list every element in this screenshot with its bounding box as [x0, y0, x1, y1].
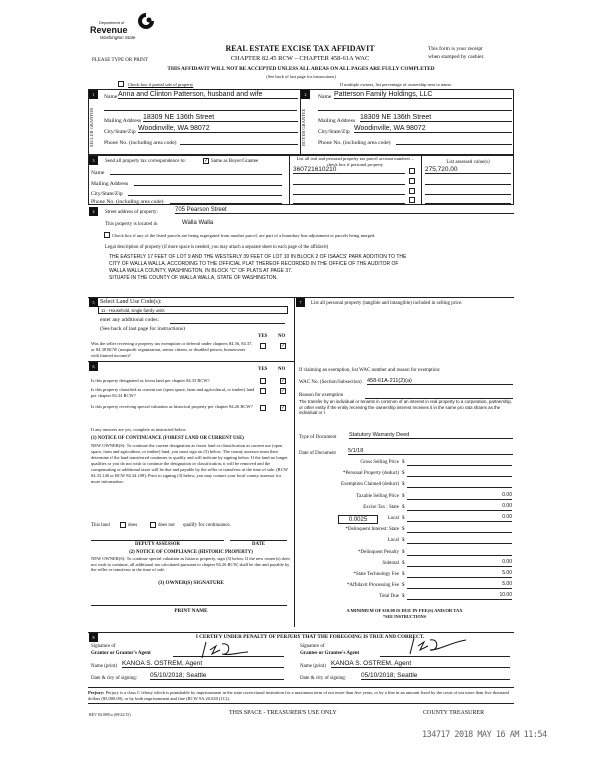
logo-revenue: Revenue [90, 25, 128, 35]
does-not-checkbox[interactable] [150, 522, 156, 528]
fee-value-field[interactable] [407, 480, 512, 488]
legal-line-2: CITY OF WALLA WALLA, ACCORDING TO THE OFFICIAL PLAT THEREOF RECORDED IN THE OFFICE OF THE AUDITOR OF [109, 261, 399, 267]
county-treasurer: COUNTY TREASURER [423, 710, 485, 716]
dollar-sign: $ [402, 471, 405, 477]
this-land-label: This land [91, 523, 110, 528]
dollar-sign: $ [402, 538, 405, 544]
fee-value-field[interactable] [407, 525, 512, 533]
corr-phone-label: Phone No. (including area code) [91, 199, 164, 205]
does-checkbox[interactable] [120, 522, 126, 528]
receipt-note-2: when stamped by cashier. [428, 54, 485, 60]
grantee-signature-icon [408, 636, 468, 656]
local-rate-field[interactable]: 0.0025 [338, 515, 378, 524]
fee-value-field[interactable] [407, 458, 512, 466]
if-yes-note: If any answers are yes, complete as instructed below. [91, 427, 187, 432]
deputy-assessor-label: DEPUTY ASSESSOR [134, 542, 180, 547]
fee-label: Excise Tax : State [363, 504, 399, 510]
current-use-no-checkbox[interactable]: ✓ [281, 389, 286, 394]
rev-number: REV 84 0001a (09/22/15) [89, 712, 131, 717]
corr-addr-label: Mailing Address [91, 181, 129, 187]
wac-label: WAC No. (Section/Subsection) [299, 380, 362, 385]
legal-label: Legal description of property (if more space is needed, you may attach a separate sheet to each page of the affidavit) [105, 245, 329, 250]
logo-mark-icon [137, 12, 155, 30]
fee-label: Local [387, 538, 399, 544]
fee-label: Taxable Selling Price [356, 493, 399, 499]
land-use-select[interactable] [98, 306, 288, 314]
form-title: REAL ESTATE EXCISE TAX AFFIDAVIT [225, 44, 375, 53]
fee-label: Total Due [379, 594, 399, 600]
multiple-owners-note: If multiple owners, list percentage of ownership next to name. [340, 82, 452, 87]
fee-value-field[interactable]: 0.00 [407, 503, 512, 511]
current-use-question: Is this property classified as current use (open space, farm and agricultural, or timber) land per chapter 84.34 RCW? [91, 387, 255, 398]
dollar-sign: $ [402, 583, 405, 589]
buyer-name-field[interactable]: Patterson Family Holdings, LLC [334, 91, 512, 99]
no-header-6: NO [278, 367, 286, 372]
dollar-sign: $ [402, 527, 405, 533]
buyer-addr-field[interactable]: 18309 NE 136th Street [360, 114, 512, 122]
parcel-field-2[interactable] [293, 178, 405, 185]
same-as-buyer-checkbox[interactable]: ✓ [204, 159, 209, 164]
no-header: NO [278, 334, 286, 339]
notice-1-text: NEW OWNER(S): To continue the current designation as forest land or classification as current use (open space, farm and agriculture, or timber) land, you must sign on (3) below. The county assessor must then determine if the land transferred continues to qualify and will indicate by signing below. If the land no longer qualifies or you do not wish to continue the designation or classification, it will be removed and the compensating or additional taxes will be due and payable by the seller or transferor at the time of sale. (RCW 84.33.140 or RCW 84.34.108). Prior to signing (3) below, you may contact your local county assessor for more information. [91, 443, 288, 484]
logo-state: Washington State [100, 35, 136, 40]
exempt-yes-checkbox[interactable] [260, 343, 266, 349]
located-label: This property is located in [105, 222, 158, 227]
yes-header-6: YES [258, 367, 268, 372]
forest-yes-checkbox[interactable] [260, 378, 266, 384]
fee-label: Gross Selling Price [360, 460, 399, 465]
dollar-sign: $ [402, 482, 405, 488]
fee-label: *State Technology Fee [353, 572, 399, 577]
fee-value-field[interactable]: 10.00 [407, 592, 512, 600]
fee-label: Local [387, 516, 399, 521]
date-label: DATE [252, 542, 265, 547]
grantor-date-field[interactable]: 05/10/2018; Seattle [150, 672, 284, 680]
fee-value-field[interactable] [407, 536, 512, 544]
qualify-label: qualify for continuance. [183, 523, 231, 528]
grantee-name-label: Name (print) [300, 664, 326, 669]
buyer-addr-label: Mailing Address [318, 118, 356, 124]
personal-property-label: List all personal property (tangible and intangible) included in selling price. [311, 301, 463, 306]
fee-label: Subtotal [382, 560, 399, 566]
legal-line-3: WALLA WALLA COUNTY, WASHINGTON, IN BLOCK "C" OF PLATS AT PAGE 37. [109, 268, 293, 274]
dollar-sign: $ [402, 572, 405, 577]
fee-value-field[interactable] [407, 548, 512, 556]
value-field-3[interactable] [425, 188, 511, 195]
land-use-value: 11 - Household, single family units [101, 308, 165, 313]
fee-value-field[interactable]: 5.00 [407, 581, 512, 589]
partial-sale-label: Check box if partial sale of property [128, 82, 194, 87]
value-header: List assessed value(s) [446, 160, 490, 165]
additional-codes-field[interactable] [170, 317, 285, 324]
segregated-label: Check box if any of the listed parcels are being segregated from another parcel, are part of a boundary line adjustment or parcels being merged. [112, 233, 376, 238]
fee-label: *Personal Property (deduct) [342, 471, 399, 477]
section-5-badge: 5 [89, 298, 98, 307]
section-6-badge: 6 [89, 362, 98, 371]
exemption-intro: If claiming an exemption, list WAC number and reason for exemption: [299, 368, 441, 373]
assessed-value-field[interactable]: 275,720.00 [425, 166, 511, 174]
buyer-city-field[interactable]: Woodinville, WA 98072 [354, 125, 512, 133]
perjury-notice [88, 690, 514, 704]
seller-name-field[interactable]: Anna and Clinton Patterson, husband and wife [118, 91, 298, 99]
corr-addr-field[interactable] [134, 179, 282, 186]
same-as-buyer-label: Same as Buyer/Grantee [211, 159, 259, 164]
parcel-header: List all real and personal property tax parcel account numbers – check box if personal property [296, 156, 414, 167]
located-value: Walla Walla [182, 220, 214, 226]
grantee-date-label: Date & city of signing: [300, 676, 347, 681]
certify-text: I CERTIFY UNDER PENALTY OF PERJURY THAT THE FOREGOING IS TRUE AND CORRECT. [195, 634, 425, 640]
corr-phone-field[interactable] [170, 197, 282, 204]
send-correspondence-label: Send all property tax correspondence to: [105, 159, 186, 164]
fee-value-field[interactable]: 5.00 [407, 570, 512, 578]
exemption-question: Was the seller receiving a property tax exemption or deferral under chapters 84.36, 84.37, or 84.38 RCW (nonprofit organization, senior citizen, or disabled person, homeowner with limited income)? [91, 341, 253, 358]
personal-property-checkbox-4[interactable] [409, 197, 415, 203]
buyer-phone-field[interactable] [396, 138, 512, 145]
grantee-name-field[interactable]: KANOA S. OSTREM, Agent [331, 660, 510, 668]
see-back: (See back of last page for instructions) [266, 74, 336, 79]
fee-value-field[interactable]: 0.00 [407, 514, 512, 522]
owner-signature-label: (3) OWNER(S) SIGNATURE [158, 580, 224, 586]
seller-city-field[interactable]: Woodinville, WA 98072 [138, 125, 298, 133]
dor-logo [90, 12, 165, 46]
dollar-sign: $ [402, 516, 405, 521]
section-4-badge: 4 [89, 207, 98, 216]
seller-addr-label: Mailing Address [104, 118, 142, 124]
forest-question: Is this property designated as forest land per chapter 84.33 RCW? [91, 378, 210, 383]
grantee-sig-label-2: Grantee or Grantee's Agent [300, 651, 360, 656]
value-field-2[interactable] [425, 178, 511, 185]
grantor-sig-label-2: Grantor or Grantor's Agent [91, 651, 151, 656]
fee-value-field[interactable]: 0.00 [407, 559, 512, 567]
doc-type-field[interactable]: Statutory Warranty Deed [349, 432, 513, 439]
notice-2-text: NEW OWNER(S): To continue special valuation as historic property, sign (3) below. If the new owner(s) does not wish to continue, all additional tax calculated pursuant to chapter 84.26 RCW, shall be due and payable by the seller or transferor at the time of sale. [91, 556, 290, 572]
parcel-field-4[interactable] [293, 197, 405, 204]
assessor-date-line[interactable] [230, 540, 287, 541]
fee-value-field[interactable]: 0.00 [407, 492, 512, 500]
buyer-name-label: Name [318, 94, 332, 100]
print-name-label: PRINT NAME [174, 608, 208, 614]
grantor-signature-icon [200, 640, 250, 660]
fee-label: *Delinquent Penalty [358, 549, 399, 555]
grantor-sig-label-1: Signature of [91, 644, 116, 649]
owner-signature-line[interactable] [91, 605, 287, 606]
buyer-phone-label: Phone No. (including area code) [318, 140, 391, 146]
fee-label: *Affidavit Processing Fee [346, 583, 399, 589]
divider [294, 297, 295, 627]
doc-type-label: Type of Document [299, 435, 337, 440]
cashier-stamp: 134717 2018 MAY 16 AM 11:54 [422, 730, 547, 740]
parcel-field-3[interactable] [293, 188, 405, 195]
receipt-note-1: This form is your receipt [428, 46, 483, 52]
warning: THIS AFFIDAVIT WILL NOT BE ACCEPTED UNLESS ALL AREAS ON ALL PAGES ARE FULLY COMPLETED [167, 66, 435, 72]
fee-value-field[interactable] [407, 469, 512, 477]
minimum-note: A MINIMUM OF $10.00 IS DUE IN FEE(S) AND/OR TAX [346, 608, 463, 613]
form-chapter: CHAPTER 82.45 RCW – CHAPTER 458-61A WAC [230, 55, 370, 62]
doc-date-label: Date of Document [299, 451, 336, 456]
grantor-date-label: Date & city of signing: [91, 676, 138, 681]
grantee-date-field[interactable]: 05/10/2018; Seattle [361, 672, 510, 680]
section-8-badge: 8 [89, 633, 98, 642]
value-field-4[interactable] [425, 197, 511, 204]
reason-field[interactable]: The transfer by an individual or tenants in common of an interest in real property to a corporation, partnership, or other entity if the entity receiving the ownership interest receives it in the same pro rata shares as the individual or t [299, 399, 513, 415]
perjury-bold: Perjury: [88, 690, 105, 695]
historic-question: Is this property receiving special valuation as historical property per chapter 84.26 RCW? [91, 404, 253, 409]
section-7-badge: 7 [296, 298, 305, 307]
dollar-sign: $ [402, 594, 405, 600]
land-use-title: Select Land Use Code(s): [100, 299, 162, 305]
divider [289, 155, 290, 205]
corr-city-field[interactable] [128, 189, 282, 196]
dollar-sign: $ [402, 560, 405, 566]
seller-name-line2[interactable] [104, 103, 297, 111]
dollar-sign: $ [402, 549, 405, 555]
street-field[interactable]: 705 Pearson Street [175, 207, 514, 214]
partial-sale-checkbox[interactable] [118, 81, 124, 87]
legal-line-1: THE EASTERLY 17 FEET OF LOT 9 AND THE WESTERLY 39 FEET OF LOT 10 IN BLOCK 2 OF ISAACS' PARK ADDITION TO THE [109, 254, 407, 260]
see-back-5: (See back of last page for instructions) [100, 326, 185, 332]
forest-no-checkbox[interactable]: ✓ [281, 379, 286, 384]
does-label: does [128, 523, 138, 528]
buyer-city-label: City/State/Zip [318, 129, 350, 135]
historic-no-checkbox[interactable]: ✓ [281, 406, 286, 411]
perjury-text: Perjury is a class C felony which is punishable by imprisonment in the state correctional institution for a maximum term of not more than five years, or by a fine in an amount fixed by the court of not more than five thousand dollars ($5,000.00), or by both imprisonment and fine (RCW 9A.20.020 (1C)). [88, 690, 509, 701]
grantor-name-field[interactable]: KANOA S. OSTREM, Agent [122, 660, 284, 668]
personal-property-checkbox-3[interactable] [409, 188, 415, 194]
grantee-sig-label-1: Signature of [300, 644, 325, 649]
see-instructions: *SEE INSTRUCTIONS [383, 614, 426, 619]
wac-field[interactable]: 458-61A-211(2)(a) [367, 378, 513, 385]
personal-property-checkbox-1[interactable] [409, 168, 415, 174]
divider [88, 361, 294, 362]
exempt-no-checkbox[interactable]: ✓ [281, 344, 286, 349]
yes-header: YES [258, 334, 268, 339]
notice-2-title: (2) NOTICE OF COMPLIANCE (HISTORIC PROPERTY) [129, 550, 253, 555]
historic-yes-checkbox[interactable] [260, 405, 266, 411]
segregated-checkbox[interactable] [104, 232, 110, 238]
seller-city-label: City/State/Zip [104, 129, 136, 135]
additional-codes-label: enter any additional codes: [100, 317, 160, 323]
current-use-yes-checkbox[interactable] [260, 388, 266, 394]
legal-line-4: SITUATE IN THE COUNTY OF WALLA WALLA, STATE OF WASHINGTON. [109, 275, 278, 281]
seller-label: SELLER GRANTOR [89, 107, 94, 148]
buyer-name-line2[interactable] [318, 103, 512, 111]
deputy-assessor-line[interactable] [91, 540, 224, 541]
dollar-sign: $ [402, 460, 405, 465]
please-type: PLEASE TYPE OR PRINT [92, 58, 148, 63]
personal-property-checkbox-2[interactable] [409, 178, 415, 184]
buyer-label: BUYER GRANTEE [301, 108, 306, 147]
seller-name-label: Name [104, 94, 118, 100]
reason-label: Reason for exemption [299, 393, 344, 398]
corr-name-field[interactable] [110, 168, 282, 175]
seller-phone-field[interactable] [180, 138, 298, 145]
corr-name-label: Name [91, 170, 105, 176]
seller-addr-field[interactable]: 18309 NE 136th Street [143, 114, 298, 122]
corr-city-label: City/State/Zip [91, 191, 123, 197]
dollar-sign: $ [402, 493, 405, 499]
street-label: Street address of property: [105, 210, 158, 215]
notice-1-title: (1) NOTICE OF CONTINUANCE (FOREST LAND OR CURRENT USE) [91, 436, 244, 441]
treasurer-space: THIS SPACE - TREASURER'S USE ONLY [229, 710, 337, 716]
parcel-number-field[interactable]: 360721610210 [293, 166, 405, 174]
dollar-sign: $ [402, 504, 405, 510]
grantor-name-label: Name (print) [91, 664, 117, 669]
does-not-label: does not [158, 523, 175, 528]
fee-label: Exemption Claimed (deduct) [340, 482, 399, 488]
section-1-badge: 1 [89, 90, 98, 99]
doc-date-field[interactable]: 5/1/18 [348, 448, 513, 455]
logo-dept: Department of [99, 20, 125, 25]
seller-phone-label: Phone No. (including area code) [104, 140, 177, 146]
fee-label: *Delinquent Interest: State [345, 527, 399, 533]
section-2-badge: 2 [301, 90, 310, 99]
section-3-badge: 3 [89, 156, 98, 165]
